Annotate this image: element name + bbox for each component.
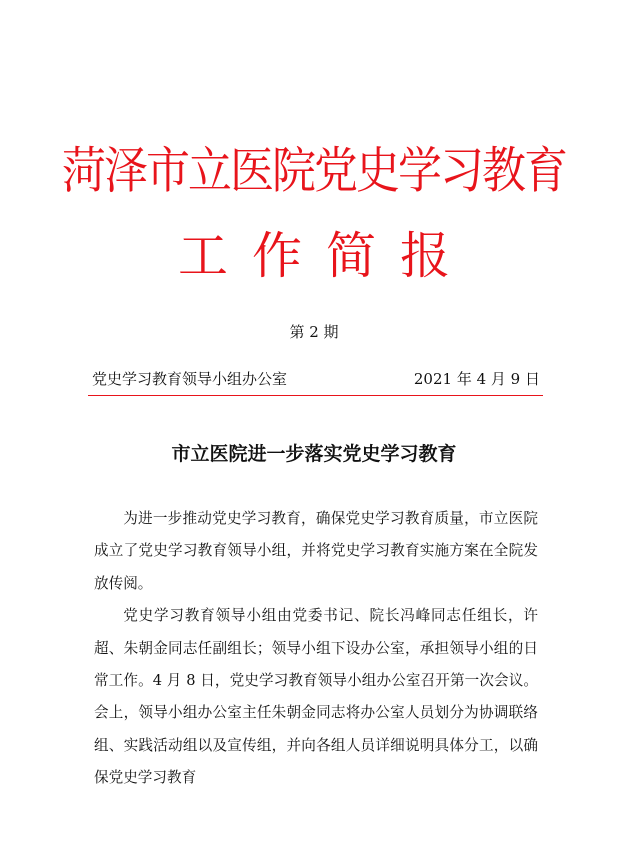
issuing-office: 党史学习教育领导小组办公室 (92, 370, 288, 388)
masthead-title: 菏泽市立医院党史学习教育 (62, 142, 566, 200)
article-paragraph-1: 为进一步推动党史学习教育，确保党史学习教育质量，市立医院成立了党史学习教育领导小组，并将党史学习教育实施方案在全院发放传阅。 (94, 510, 538, 592)
red-divider (88, 395, 543, 396)
article-paragraph-2: 党史学习教育领导小组由党委书记、院长冯峰同志任组长，许超、朱朝金同志任副组长；领导小组下设办公室，承担领导小组的日常工作。4 月 8 日，党史学习教育领导小组办公室召开第一次会议。会上，领导小组办公室主任朱朝金同志将办公室人员划分为协调联络组、实践活动组以及宣传组，并向各组人员详细说明具体分工，以确保党史学习教育 (94, 607, 538, 787)
article-title: 市立医院进一步落实党史学习教育 (171, 443, 457, 465)
issue-date: 2021 年 4 月 9 日 (413, 370, 540, 388)
masthead-subtitle: 工作简报 (178, 227, 474, 285)
article-body (94, 503, 538, 795)
issue-number: 第 2 期 (289, 323, 339, 341)
